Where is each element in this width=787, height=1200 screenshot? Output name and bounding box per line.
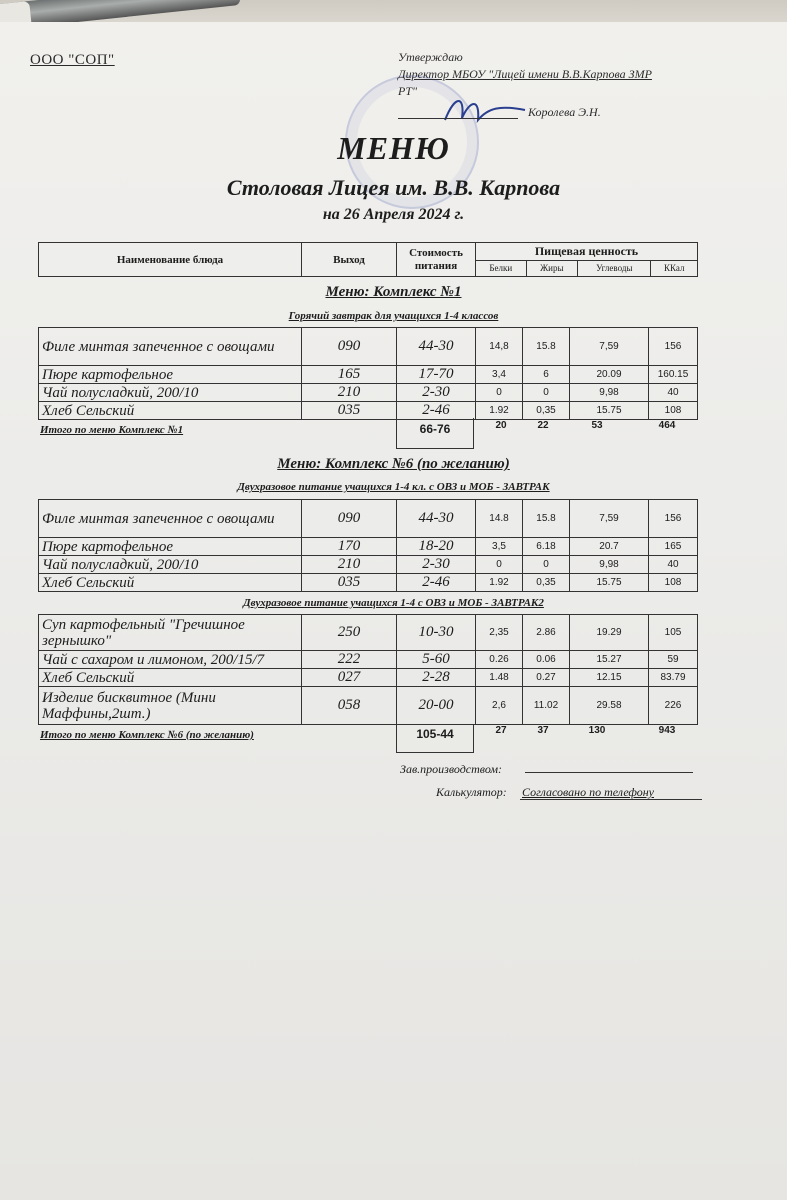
complex6-subtitle-2: Двухразовое питание учащихся 1-4 с ОВЗ и МОБ - ЗАВТРАК2	[243, 597, 544, 609]
dish-output: 035	[302, 402, 397, 420]
complex1-total-fats: 22	[537, 420, 549, 431]
dish-kcal: 59	[649, 651, 698, 669]
header-carbs: Углеводы	[578, 260, 651, 277]
dish-fats: 0,35	[523, 402, 570, 420]
dish-proteins: 1.92	[476, 402, 523, 420]
dish-kcal: 156	[649, 328, 698, 366]
organization-name: ООО "СОП"	[30, 52, 115, 68]
dish-fats: 15.8	[523, 328, 570, 366]
dish-proteins: 14.8	[476, 500, 523, 538]
complex6-total-proteins: 27	[495, 725, 507, 736]
dish-output: 210	[302, 384, 397, 402]
dish-kcal: 226	[649, 687, 698, 725]
dish-name: Суп картофельный "Гречишное зернышко"	[39, 615, 302, 651]
table-row	[39, 328, 698, 366]
complex6-total-label: Итого по меню Комплекс №6 (по желанию)	[40, 729, 254, 741]
complex1-title: Меню: Комплекс №1	[325, 284, 462, 300]
dish-output: 090	[302, 328, 397, 366]
director-signature	[440, 90, 530, 130]
dish-name: Филе минтая запеченное с овощами	[39, 500, 302, 538]
complex1-total-cost: 66-76	[396, 418, 474, 449]
dish-cost: 2-28	[397, 669, 476, 687]
table-row	[39, 651, 698, 669]
complex1-total-proteins: 20	[495, 420, 507, 431]
table-row	[39, 538, 698, 556]
table-row	[39, 615, 698, 651]
complex6-total-fats: 37	[537, 725, 549, 736]
production-signature-line	[525, 772, 693, 773]
dish-name: Хлеб Сельский	[39, 574, 302, 592]
dish-output: 165	[302, 366, 397, 384]
dish-proteins: 14,8	[476, 328, 523, 366]
dish-cost: 5-60	[397, 651, 476, 669]
dish-name: Изделие бисквитное (Мини Маффины,2шт.)	[39, 687, 302, 725]
dish-output: 027	[302, 669, 397, 687]
dish-carbs: 15.27	[570, 651, 649, 669]
dish-output: 170	[302, 538, 397, 556]
dish-proteins: 1.48	[476, 669, 523, 687]
page-title: МЕНЮ	[337, 130, 450, 166]
dish-cost: 44-30	[397, 328, 476, 366]
dish-carbs: 20.09	[570, 366, 649, 384]
complex6-total-kcal: 943	[658, 725, 676, 736]
dish-fats: 6.18	[523, 538, 570, 556]
dish-cost: 10-30	[397, 615, 476, 651]
dish-proteins: 3,5	[476, 538, 523, 556]
dish-output: 090	[302, 500, 397, 538]
dish-kcal: 156	[649, 500, 698, 538]
table-row	[39, 366, 698, 384]
header-nutrition: Пищевая ценность	[476, 243, 698, 261]
dish-cost: 2-30	[397, 556, 476, 574]
header-cost-line1: Стоимость	[409, 246, 463, 259]
complex1-subtitle: Горячий завтрак для учащихся 1-4 классов	[288, 310, 499, 322]
dish-kcal: 83.79	[649, 669, 698, 687]
dish-fats: 15.8	[523, 500, 570, 538]
dish-cost: 2-46	[397, 402, 476, 420]
dish-carbs: 7,59	[570, 328, 649, 366]
dish-output: 210	[302, 556, 397, 574]
dish-fats: 0.06	[523, 651, 570, 669]
dish-name: Филе минтая запеченное с овощами	[39, 328, 302, 366]
approval-line-1: Утверждаю	[398, 50, 463, 64]
dish-cost: 44-30	[397, 500, 476, 538]
dish-proteins: 0	[476, 556, 523, 574]
dish-carbs: 9,98	[570, 556, 649, 574]
dish-cost: 2-30	[397, 384, 476, 402]
complex6-table-1	[38, 499, 698, 592]
table-row	[39, 687, 698, 725]
complex6-total-cost: 105-44	[396, 724, 474, 753]
production-label: Зав.производством:	[400, 762, 503, 776]
dish-output: 222	[302, 651, 397, 669]
dish-fats: 0	[523, 556, 570, 574]
dish-proteins: 3,4	[476, 366, 523, 384]
complex6-total-carbs: 130	[588, 725, 606, 736]
canteen-subtitle: Столовая Лицея им. В.В. Карпова	[226, 175, 561, 200]
dish-output: 035	[302, 574, 397, 592]
dish-kcal: 108	[649, 402, 698, 420]
dish-output: 250	[302, 615, 397, 651]
dish-cost: 20-00	[397, 687, 476, 725]
header-cost-line2: питания	[414, 259, 458, 272]
dish-carbs: 29.58	[570, 687, 649, 725]
dish-fats: 11.02	[523, 687, 570, 725]
complex1-total-kcal: 464	[658, 420, 676, 431]
header-fats: Жиры	[526, 260, 578, 277]
dish-carbs: 12.15	[570, 669, 649, 687]
dish-carbs: 20.7	[570, 538, 649, 556]
header-kcal: ККал	[651, 260, 698, 277]
table-row	[39, 574, 698, 592]
table-row	[39, 384, 698, 402]
dish-cost: 17-70	[397, 366, 476, 384]
dish-kcal: 105	[649, 615, 698, 651]
dish-name: Пюре картофельное	[39, 538, 302, 556]
header-dish: Наименование блюда	[39, 243, 302, 277]
dish-name: Хлеб Сельский	[39, 669, 302, 687]
dish-kcal: 160.15	[649, 366, 698, 384]
dish-fats: 0.27	[523, 669, 570, 687]
complex6-table-2	[38, 614, 698, 725]
dish-kcal: 108	[649, 574, 698, 592]
dish-proteins: 2,6	[476, 687, 523, 725]
signature-line	[398, 118, 518, 119]
header-output: Выход	[302, 243, 397, 277]
dish-fats: 0,35	[523, 574, 570, 592]
dish-carbs: 9,98	[570, 384, 649, 402]
menu-date: на 26 Апреля 2024 г.	[322, 206, 465, 223]
dish-proteins: 1.92	[476, 574, 523, 592]
dish-name: Чай полусладкий, 200/10	[39, 556, 302, 574]
table-row	[39, 556, 698, 574]
dish-fats: 2.86	[523, 615, 570, 651]
dish-name: Хлеб Сельский	[39, 402, 302, 420]
complex6-subtitle-1: Двухразовое питание учащихся 1-4 кл. с ОВЗ и МОБ - ЗАВТРАК	[237, 481, 550, 493]
header-cost	[397, 243, 476, 277]
calculator-label: Калькулятор:	[436, 785, 507, 799]
dish-output: 058	[302, 687, 397, 725]
calculator-signature-line	[520, 799, 702, 800]
dish-proteins: 0.26	[476, 651, 523, 669]
dish-proteins: 0	[476, 384, 523, 402]
dish-carbs: 7,59	[570, 500, 649, 538]
calculator-value: Согласовано по телефону	[522, 785, 654, 799]
dish-cost: 18-20	[397, 538, 476, 556]
approval-line-3: РТ"	[398, 84, 418, 98]
dish-name: Пюре картофельное	[39, 366, 302, 384]
header-table	[38, 242, 698, 277]
dish-proteins: 2,35	[476, 615, 523, 651]
dish-carbs: 15.75	[570, 574, 649, 592]
table-row	[39, 669, 698, 687]
complex1-total-carbs: 53	[591, 420, 603, 431]
header-proteins: Белки	[476, 260, 527, 277]
dish-fats: 6	[523, 366, 570, 384]
dish-fats: 0	[523, 384, 570, 402]
dish-name: Чай с сахаром и лимоном, 200/15/7	[39, 651, 302, 669]
dish-name: Чай полусладкий, 200/10	[39, 384, 302, 402]
dish-kcal: 165	[649, 538, 698, 556]
approval-line-2: Директор МБОУ "Лицей имени В.В.Карпова ЗМР	[398, 67, 652, 81]
dish-carbs: 15.75	[570, 402, 649, 420]
dish-kcal: 40	[649, 556, 698, 574]
complex1-total-label: Итого по меню Комплекс №1	[40, 424, 184, 436]
approval-signer: Королева Э.Н.	[528, 105, 601, 119]
dish-carbs: 19.29	[570, 615, 649, 651]
dish-kcal: 40	[649, 384, 698, 402]
complex6-title: Меню: Комплекс №6 (по желанию)	[277, 456, 510, 472]
dish-cost: 2-46	[397, 574, 476, 592]
table-row	[39, 500, 698, 538]
table-row	[39, 402, 698, 420]
complex1-table	[38, 327, 698, 420]
